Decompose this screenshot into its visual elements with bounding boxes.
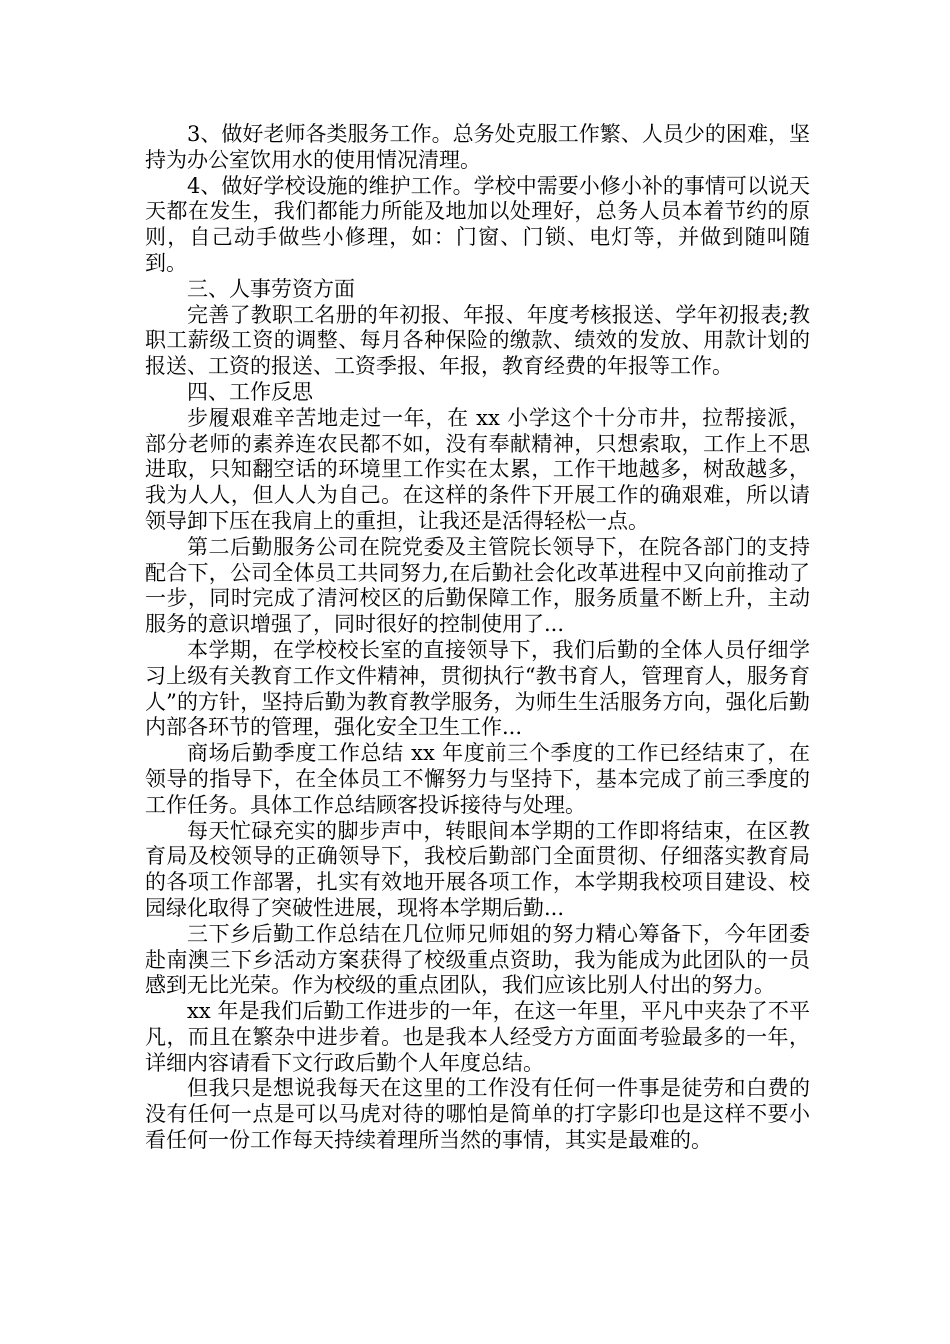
paragraph-mall-logistics: 商场后勤季度工作总结 xx 年度前三个季度的工作已经结束了，在领导的指导下，在全体员工不懈努力与坚持下，基本完成了前三季度的工作任务。具体工作总结顾客投诉接待与处理。 bbox=[145, 741, 810, 817]
paragraph-closing: 但我只是想说我每天在这里的工作没有任何一件事是徒劳和白费的没有任何一点是可以马虎对待的哪怕是简单的打字影印也是这样不要小看任何一份工作每天持续着理所当然的事情，其实是最难的。 bbox=[145, 1076, 810, 1153]
document-body bbox=[145, 122, 810, 1154]
paragraph-reflection: 步履艰难辛苦地走过一年，在 xx 小学这个十分市井，拉帮接派，部分老师的素养连农民都不如，没有奉献精神，只想索取，工作上不思进取，只知翻空话的环境里工作实在太累，工作干地越多，树敌越多，我为人人，但人人为自己。在这样的条件下开展工作的确艰难，所以请领导卸下压在我肩上的重担，让我还是活得轻松一点。 bbox=[145, 405, 810, 533]
paragraph-personnel-wages: 完善了教职工名册的年初报、年报、年度考核报送、学年初报表;教职工薪级工资的调整、每月各种保险的缴款、绩效的发放、用款计划的报送、工资的报送、工资季报、年报，教育经费的年报等工作。 bbox=[145, 302, 810, 379]
paragraph-busy-semester: 每天忙碌充实的脚步声中，转眼间本学期的工作即将结束，在区教育局及校领导的正确领导下，我校后勤部门全面贯彻、仔细落实教育局的各项工作部署，扎实有效地开展各项工作，本学期我校项目建设、校园绿化取得了突破性进展，现将本学期后勤... bbox=[145, 818, 810, 920]
paragraph-rural-activity: 三下乡后勤工作总结在几位师兄师姐的努力精心筹备下，今年团委赴南澳三下乡活动方案获得了校级重点资助，我为能成为此团队的一员感到无比光荣。作为校级的重点团队，我们应该比别人付出的努力。 bbox=[145, 921, 810, 998]
section-heading-reflection: 四、工作反思 bbox=[187, 379, 313, 404]
paragraph-semester-logistics: 本学期，在学校校长室的直接领导下，我们后勤的全体人员仔细学习上级有关教育工作文件精神，贯彻执行“教书育人，管理育人，服务育人”的方针，坚持后勤为教育教学服务，为师生生活服务方向，强化后勤内部各环节的管理，强化安全卫生工作... bbox=[145, 637, 810, 740]
paragraph-service-work: 3、做好老师各类服务工作。总务处克服工作繁、人员少的困难，坚持为办公室饮用水的使用情况清理。 bbox=[145, 122, 810, 172]
paragraph-second-logistics-company: 第二后勤服务公司在院党委及主管院长领导下，在院各部门的支持配合下，公司全体员工共同努力,在后勤社会化改革进程中又向前推动了一步，同时完成了清河校区的后勤保障工作，服务质量不断上升，主动服务的意识增强了，同时很好的控制使用了... bbox=[145, 534, 810, 637]
paragraph-year-progress: xx 年是我们后勤工作进步的一年，在这一年里，平凡中夹杂了不平凡，而且在繁杂中进步着。也是我本人经受方方面面考验最多的一年，详细内容请看下文行政后勤个人年度总结。 bbox=[145, 999, 810, 1075]
paragraph-facility-maintenance: 4、做好学校设施的维护工作。学校中需要小修小补的事情可以说天天都在发生，我们都能力所能及地加以处理好，总务人员本着节约的原则，自己动手做些小修理，如：门窗、门锁、电灯等，并做到随叫随到。 bbox=[145, 173, 810, 275]
section-heading-personnel: 三、人事劳资方面 bbox=[187, 276, 355, 301]
